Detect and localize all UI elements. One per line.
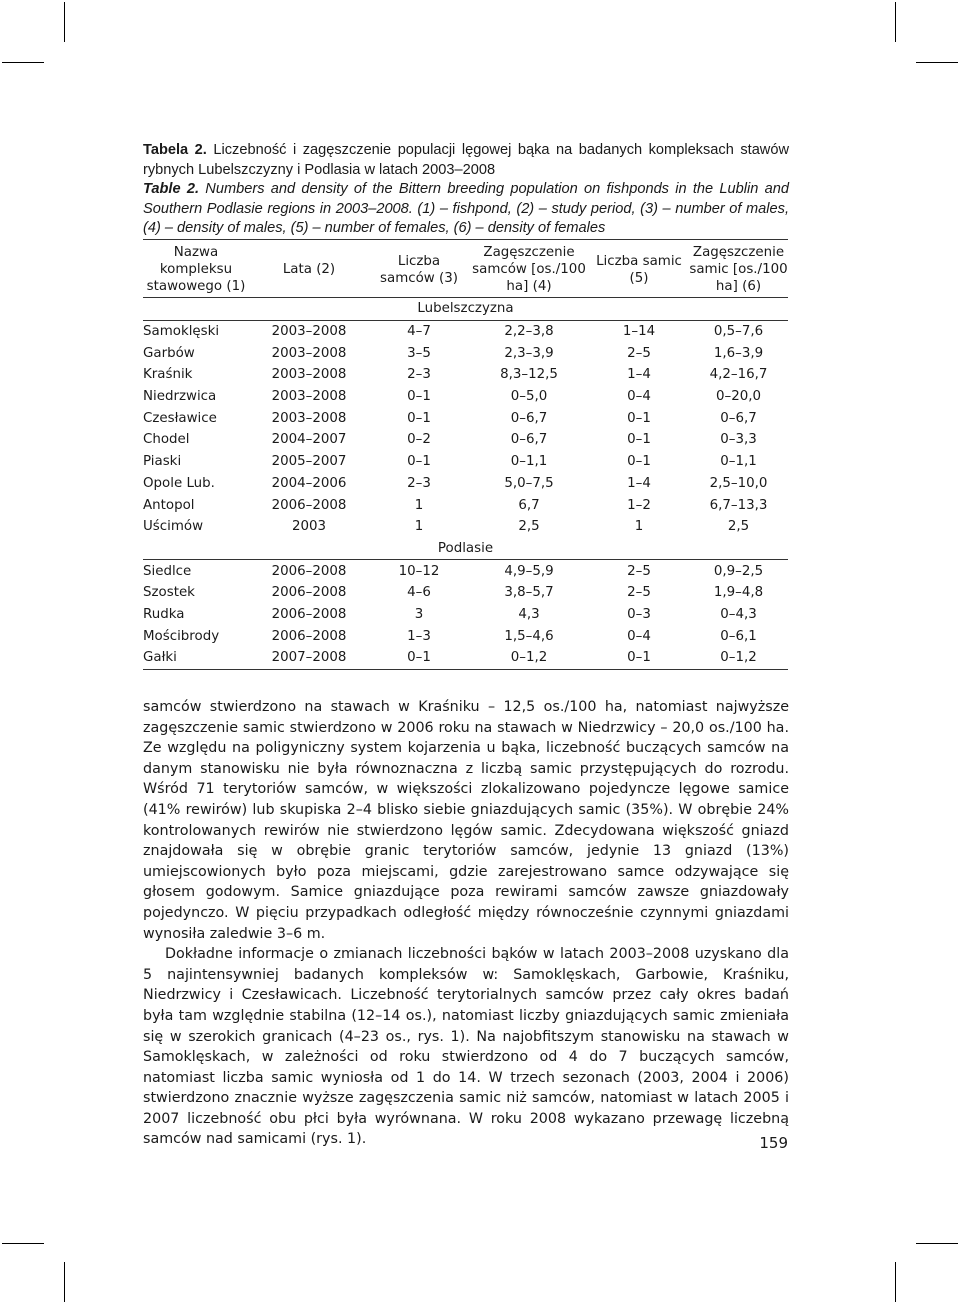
table-cell: 0–3,3: [720, 432, 757, 448]
table-cell: 2–3: [407, 367, 431, 383]
region-row: [143, 298, 788, 321]
table-cell: 0–1: [407, 389, 431, 405]
table-cell: 2004–2007: [271, 432, 347, 448]
table-cell: 6,7: [518, 497, 540, 513]
table-cell: 1,9–4,8: [713, 585, 764, 601]
table-row: [143, 342, 788, 364]
table-row: [143, 451, 788, 473]
table-cell: 0–4,3: [720, 606, 757, 622]
caption-en-text: Numbers and density of the Bittern breeding population on fishponds in the Lublin and Southern Podlasie regions in 2003–2008. (1) – fishpond, (2) – study period, (3) – number of males, (4) – density of males, (5) – number of females, (6) – density of females: [143, 181, 789, 236]
table-cell: 3: [414, 606, 424, 622]
table-row: [143, 473, 788, 495]
table-row: [143, 364, 788, 386]
table-cell: 2006–2008: [271, 563, 347, 579]
table-cell: 8,3–12,5: [500, 367, 558, 383]
table-cell: 4–6: [407, 585, 431, 601]
fishpond-name-cell: Samoklęski: [143, 324, 220, 340]
table-cell: 1–4: [627, 367, 651, 383]
fishpond-name-cell: Rudka: [143, 606, 185, 622]
crop-mark: [2, 1243, 44, 1244]
region-label: Lubelszczyzna: [143, 298, 788, 321]
table-cell: 2003–2008: [271, 324, 347, 340]
table-header-row: [143, 240, 788, 298]
table-cell: 3–5: [407, 345, 431, 361]
table-cell: 5,0–7,5: [504, 475, 554, 491]
page-number: 159: [759, 1134, 788, 1152]
table-cell: 0–2: [407, 432, 431, 448]
fishpond-name-cell: Opole Lub.: [143, 475, 215, 491]
table-cell: 6,7–13,3: [709, 497, 768, 513]
crop-mark: [916, 62, 958, 63]
table-cell: 1,5–4,6: [504, 628, 554, 644]
fishpond-name-cell: Chodel: [143, 432, 190, 448]
body-text: [143, 697, 789, 1150]
table-cell: 0–1: [627, 410, 651, 426]
table-cell: 0–1,2: [689, 647, 788, 669]
table-row: [143, 429, 788, 451]
table-row: [143, 582, 788, 604]
table-cell: 1: [414, 519, 424, 535]
table-cell: 1–3: [407, 628, 431, 644]
table-row: [143, 625, 788, 647]
table-cell: 0–1: [369, 647, 469, 669]
fishpond-name-cell: Czesławice: [143, 410, 217, 426]
table-cell: 2,5–10,0: [709, 475, 768, 491]
fishpond-name-cell: Garbów: [143, 345, 195, 361]
table-cell: 0–6,1: [720, 628, 757, 644]
table-cell: 4–7: [407, 324, 431, 340]
table-cell: 1: [634, 519, 644, 535]
table-cell: 0–1,1: [720, 454, 757, 470]
fishpond-name-cell: Mościbrody: [143, 628, 220, 644]
fishpond-name-cell: Piaski: [143, 454, 182, 470]
table-cell: 2007–2008: [249, 647, 369, 669]
crop-mark: [64, 2, 65, 42]
data-table: [143, 239, 788, 670]
table-cell: 0–1: [589, 647, 689, 669]
table-cell: 4,9–5,9: [504, 563, 554, 579]
table-cell: 0–6,7: [510, 410, 548, 426]
crop-mark: [64, 1262, 65, 1302]
table-cell: 2,5: [518, 519, 540, 535]
table-cell: 2003–2008: [271, 367, 347, 383]
table-row: [143, 386, 788, 408]
table-cell: 2,3–3,9: [504, 345, 554, 361]
fishpond-name-cell: Siedlce: [143, 563, 192, 579]
crop-mark: [2, 62, 44, 63]
table-cell: 2,5: [727, 519, 750, 535]
header-female-density: Zagęszczenie samic [os./100 ha] (6): [689, 240, 788, 298]
crop-mark: [895, 1262, 896, 1302]
table-cell: 2005–2007: [271, 454, 347, 470]
table-cell: 0–20,0: [715, 389, 762, 405]
table-cell: 2006–2008: [271, 606, 347, 622]
table-cell: 2–5: [627, 563, 651, 579]
paragraph: Dokładne informacje o zmianach liczebności bąków w latach 2003–2008 uzyskano dla 5 najintensywniej badanych kompleksów w: Samoklęskach, Garbowie, Kraśniku, Niedrzwicy i Czesławicach. Liczebność terytorialnych samców przez cały okres badań była tam względnie stabilna (12–14 os.), natomiast liczby gniazdujących samic zmieniała się w szerokich granicach (4–23 os., rys. 1). Na najobfitszym stanowisku na stawach w Samoklęskach, w zależności od roku stwierdzono od 4 do 7 buczących samców, natomiast liczba samic wyniosła od 1 do 14. W trzech sezonach (2003, 2004 i 2006) stwierdzono znacznie wyższe zagęszczenia samic niż samców, natomiast w latach 2005 i 2007 liczebność obu płci była wyrównana. W roku 2008 wykazano przewagę liczebną samców nad samicami (rys. 1).: [143, 946, 789, 1148]
table-cell: 2003: [291, 519, 327, 535]
fishpond-name-cell: Antopol: [143, 497, 195, 513]
table-cell: 0–6,7: [510, 432, 548, 448]
header-females: Liczba samic (5): [589, 240, 689, 298]
table-row: [143, 407, 788, 429]
fishpond-name-cell: Uścimów: [143, 519, 204, 535]
header-males: Liczba samców (3): [369, 240, 469, 298]
table-cell: 0–3: [627, 606, 651, 622]
fishpond-name-cell: Gałki: [143, 647, 249, 669]
table-cell: 1,6–3,9: [713, 345, 764, 361]
table-cell: 0–1,1: [510, 454, 548, 470]
table-row: [143, 560, 788, 582]
table-cell: 1–4: [627, 475, 651, 491]
paragraph: samców stwierdzono na stawach w Kraśniku – 12,5 os./100 ha, natomiast najwyższe zagęszczenie samic stwierdzono w 2006 roku na stawach w Niedrzwicy – 20,0 os./100 ha. Ze względu na poligyniczny system kojarzenia u bąka, liczebność buczących samców na danym stanowisku nie była równoznaczna z liczbą samic przystępujących do rozrodu. Wśród 71 terytoriów samców, w większości zlokalizowano pojedyncze lęgowe samice (41% rewirów) lub skupiska 2–4 blisko siebie gniazdujących samic (35%). W obrębie 24% kontrolowanych rewirów nie stwierdzono lęgów samic. Zdecydowana większość gniazd znajdowała się w obrębie granic terytoriów samców, jedynie 13 gniazd (13%) umiejscowionych było poza miejscami, gdzie zarejestrowano samce odzywające się głosem godowym. Samice gniazdujące poza rewirami samców zawsze gniazdowały pojedynczo. W pięciu przypadkach odległość między równocześnie czynnymi gniazdami wynosiła zaledwie 3–6 m.: [143, 699, 789, 942]
table-row: [143, 320, 788, 342]
table-cell: 0–1: [407, 410, 431, 426]
table-cell: 4,3: [518, 606, 540, 622]
table-cell: 1–14: [622, 324, 656, 340]
table-cell: 2003–2008: [271, 410, 347, 426]
table-cell: 2–3: [407, 475, 431, 491]
table-row: [143, 516, 788, 538]
table-cell: 0–1,2: [469, 647, 589, 669]
caption-en-label: Table 2.: [143, 181, 200, 197]
table-row: [143, 494, 788, 516]
table-cell: 0–1: [627, 432, 651, 448]
header-male-density: Zagęszczenie samców [os./100 ha] (4): [469, 240, 589, 298]
table-cell: 0–6,7: [720, 410, 757, 426]
fishpond-name-cell: Niedrzwica: [143, 389, 217, 405]
table-cell: 1–2: [627, 497, 651, 513]
table-row: [143, 647, 788, 669]
crop-mark: [916, 1243, 958, 1244]
header-years: Lata (2): [249, 240, 369, 298]
caption-pl-label: Tabela 2.: [143, 142, 207, 158]
table-cell: 0,9–2,5: [713, 563, 764, 579]
table-cell: 2006–2008: [271, 497, 347, 513]
table-cell: 2006–2008: [271, 628, 347, 644]
fishpond-name-cell: Szostek: [143, 585, 195, 601]
table-caption: [143, 141, 789, 239]
table-cell: 2006–2008: [271, 585, 347, 601]
table-cell: 0–4: [627, 628, 651, 644]
table-cell: 0–5,0: [510, 389, 548, 405]
table-cell: 4,2–16,7: [709, 367, 768, 383]
table-cell: 1: [414, 497, 424, 513]
crop-mark: [895, 2, 896, 42]
table-cell: 2–5: [627, 585, 651, 601]
table-cell: 10–12: [398, 563, 440, 579]
table-cell: 2,2–3,8: [504, 324, 554, 340]
table-row: [143, 604, 788, 626]
table-cell: 0,5–7,6: [713, 324, 764, 340]
table-cell: 0–1: [407, 454, 431, 470]
fishpond-name-cell: Kraśnik: [143, 367, 193, 383]
table-cell: 2003–2008: [271, 345, 347, 361]
table-cell: 0–1: [627, 454, 651, 470]
region-row: [143, 538, 788, 560]
table-cell: 2–5: [627, 345, 651, 361]
table-cell: 3,8–5,7: [504, 585, 554, 601]
caption-pl-text: Liczebność i zagęszczenie populacji lęgowej bąka na badanych kompleksach stawów rybnych Lubelszczyzny i Podlasia w latach 2003–2008: [143, 142, 790, 178]
table-cell: 2003–2008: [271, 389, 347, 405]
header-fishpond: Nazwa kompleksu stawowego (1): [143, 240, 249, 298]
table-cell: 2004–2006: [271, 475, 347, 491]
table-cell: 0–4: [627, 389, 651, 405]
region-label: Podlasie: [143, 538, 788, 560]
